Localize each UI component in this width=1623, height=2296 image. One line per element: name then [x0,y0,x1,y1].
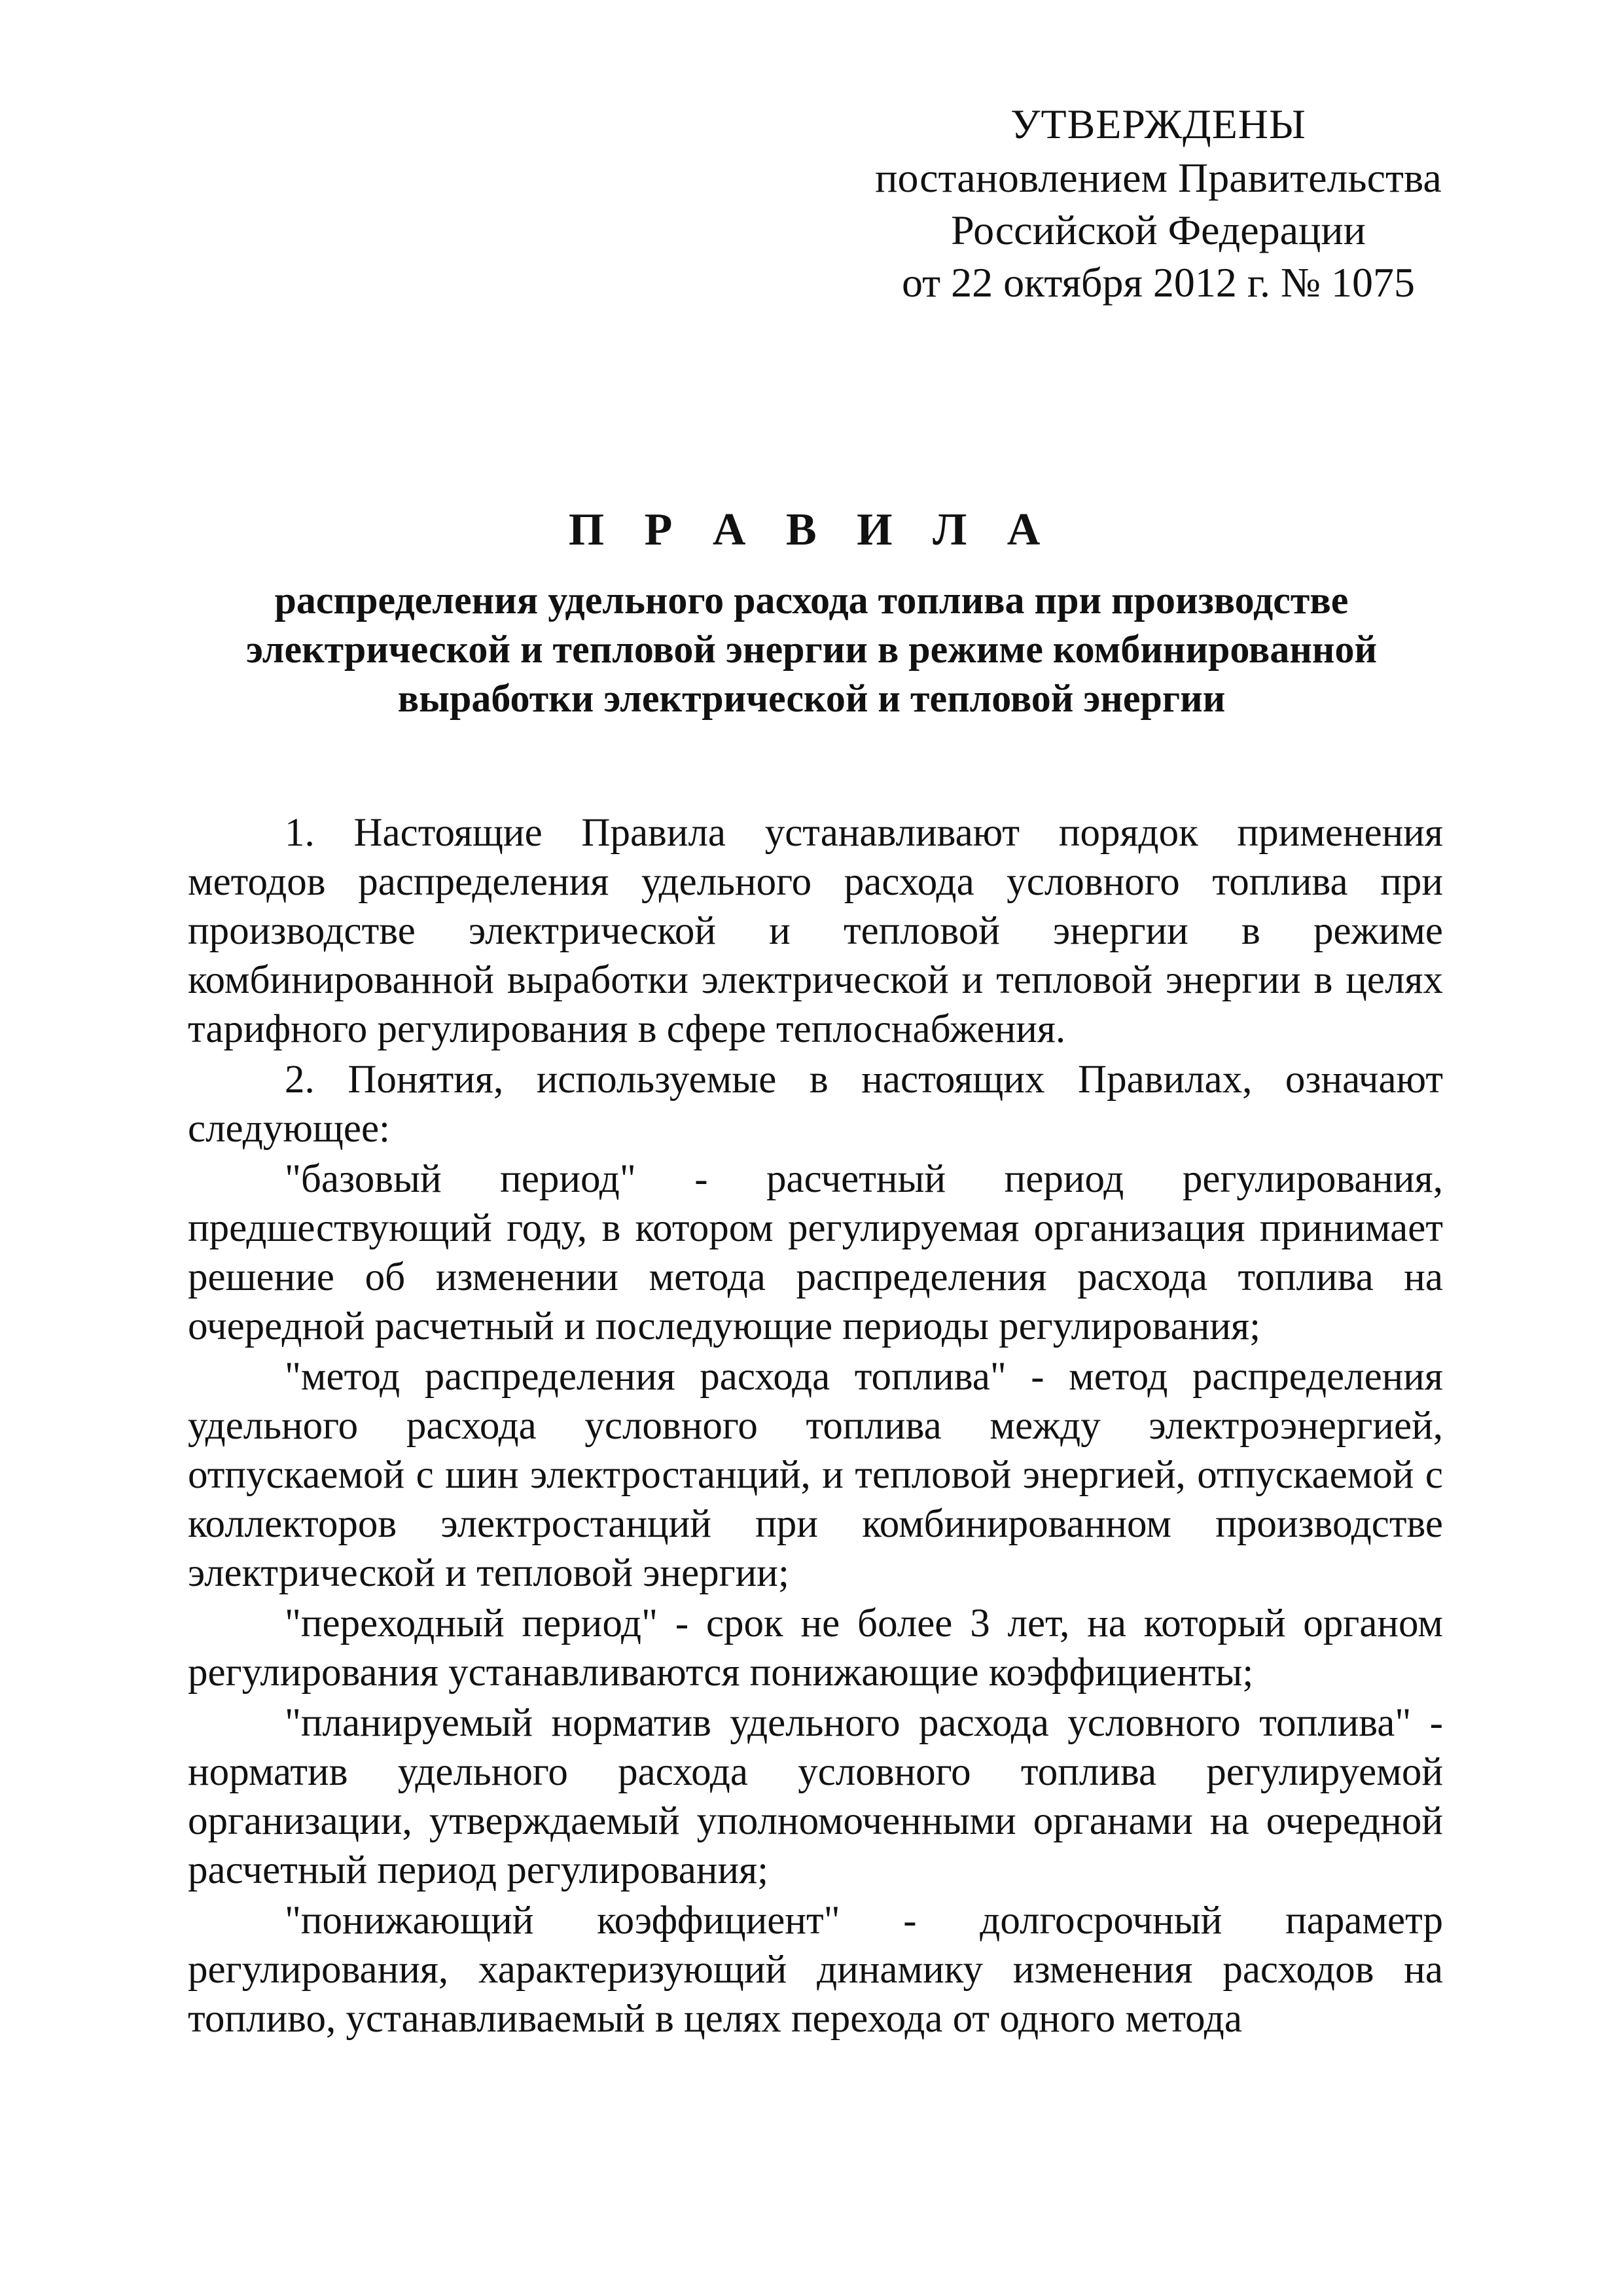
document-body [188,808,1443,2045]
approval-line-federation: Российской Федерации [951,207,1366,253]
subtitle-line: электрической и тепловой энергии в режиме комбинированной [245,628,1378,671]
definition-base-period: "базовый период" - расчетный период регулирования, предшествующий году, в котором регулируемая организация принимает решение об изменении метода распределения расхода топлива на очередной расчетный и последующие периоды регулирования; [188,1157,1443,1348]
definition-planned-norm: "планируемый норматив удельного расхода условного топлива" - норматив удельного расхода условного топлива регулируемой организации, утверждаемый уполномоченными органами на очередной расчетный период регулирования; [188,1701,1443,1892]
approval-line-date-number: от 22 октября 2012 г. № 1075 [901,259,1416,306]
approval-block [870,98,1446,309]
document-title: П Р А В И Л А [568,505,1055,555]
paragraph-1-scope: 1. Настоящие Правила устанавливают порядок применения методов распределения удельного расхода условного топлива при производстве электрической и тепловой энергии в режиме комбинированной выработки электрической и тепловой энергии в целях тарифного регулирования в сфере теплоснабжения. [188,811,1443,1051]
paragraph-2-definitions-intro: 2. Понятия, используемые в настоящих Правилах, означают следующее: [188,1058,1443,1151]
definition-reduction-coefficient: "понижающий коэффициент" - долгосрочный параметр регулирования, характеризующий динамику изменения расходов на топливо, устанавливаемый в целях перехода от одного метода [188,1899,1443,2041]
approved-heading: УТВЕРЖДЕНЫ [1010,101,1306,147]
subtitle-line: распределения удельного расхода топлива при производстве [274,579,1349,622]
subtitle-line: выработки электрической и тепловой энергии [397,677,1226,720]
definition-fuel-distribution-method: "метод распределения расхода топлива" - метод распределения удельного расхода условного топлива между электроэнергией, отпускаемой с шин электростанций, и тепловой энергией, отпускаемой с коллекторов электростанций при комбинированном производстве электрической и тепловой энергии; [188,1355,1443,1595]
document-subtitle [196,576,1427,723]
definition-transition-period: "переходный период" - срок не более 3 лет, на который органом регулирования устанавливаются понижающие коэффициенты; [188,1602,1443,1695]
approval-line-resolution: постановлением Правительства [875,154,1442,201]
